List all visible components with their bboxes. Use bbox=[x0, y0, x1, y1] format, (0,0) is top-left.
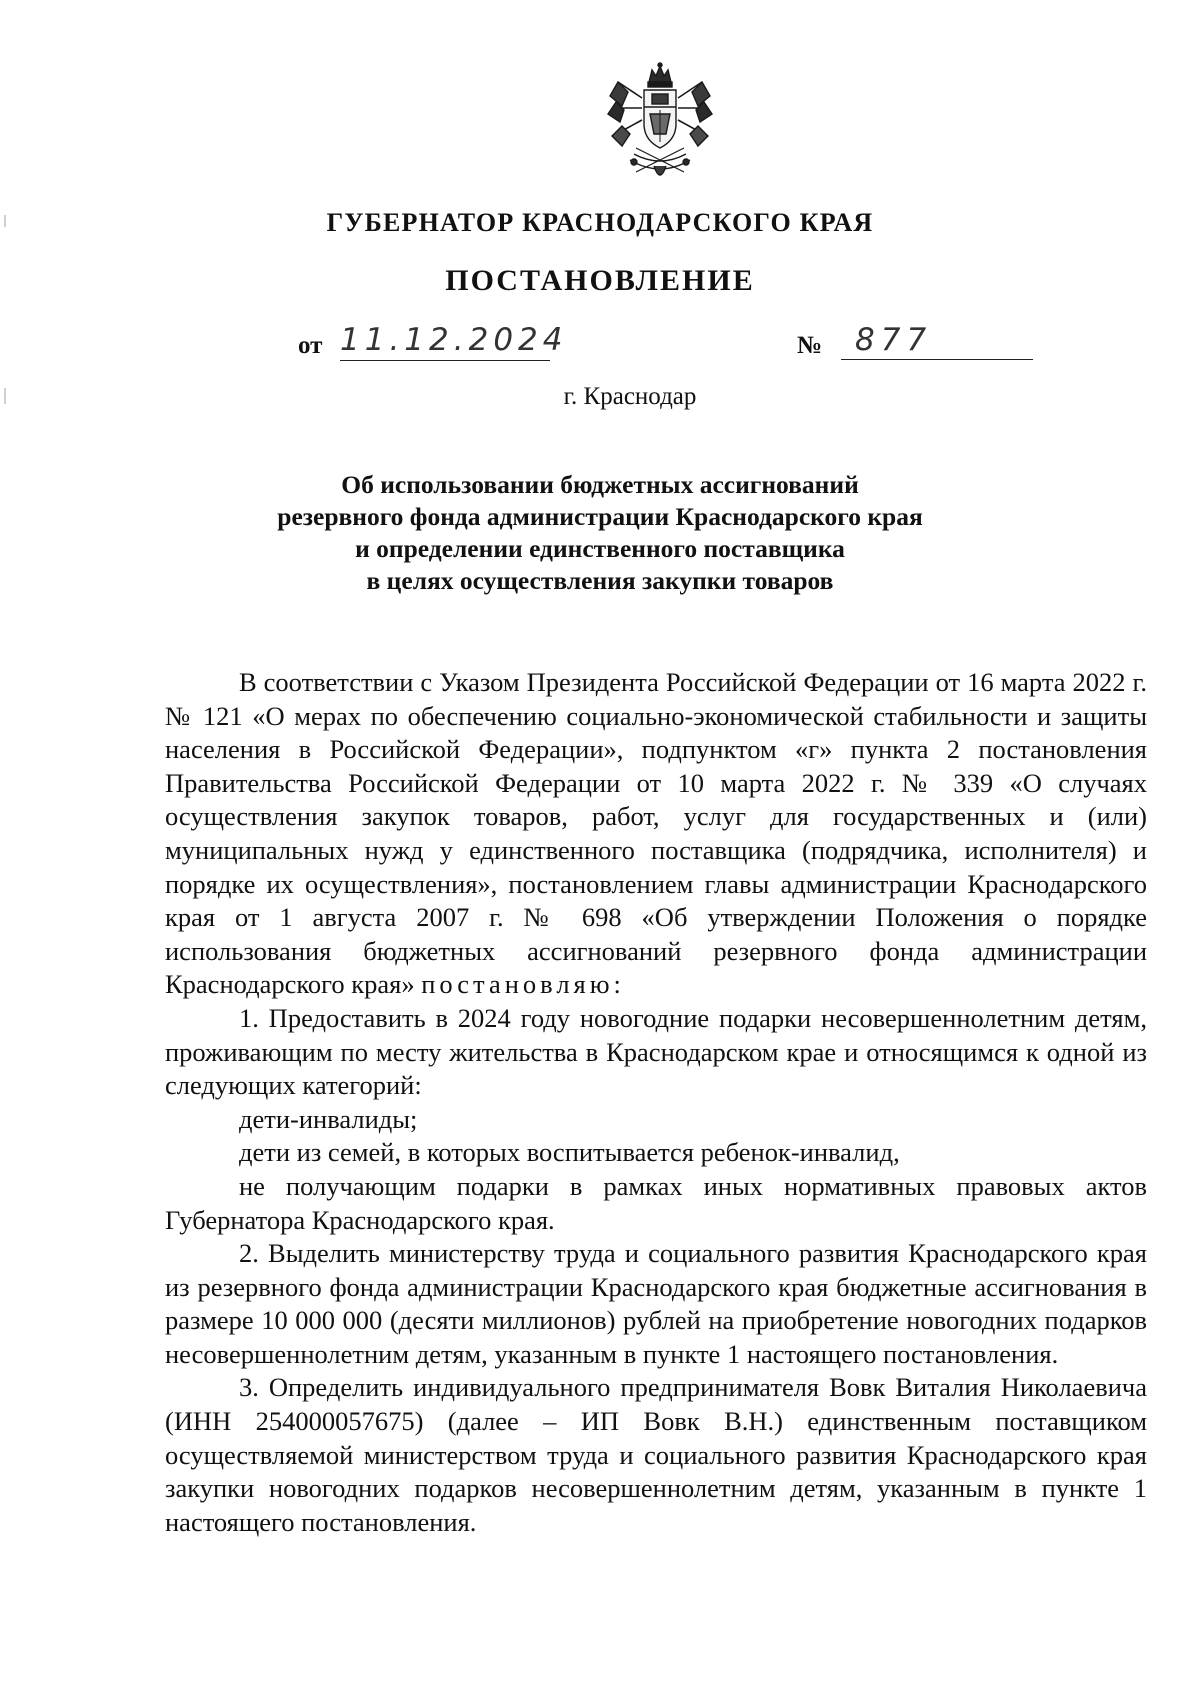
handwritten-number: 877 bbox=[841, 322, 1033, 360]
title-line: Об использовании бюджетных ассигнований bbox=[341, 470, 859, 499]
item-2-paragraph: 2. Выделить министерству труда и социального развития Краснодарского края из резервного фонда администрации Краснодарского края бюджетные ассигнования в размере 10 000 000 (десяти миллионов) рублей на приобретение новогодних подарков несовершеннолетним детям, указанным в пункте 1 настоящего постановления. bbox=[165, 1238, 1147, 1369]
item-1-tail: не получающим подарки в рамках иных нормативных правовых актов Губернатора Краснодарского края. bbox=[165, 1170, 1147, 1235]
coat-of-arms-emblem bbox=[604, 62, 716, 188]
date-prefix: от bbox=[298, 332, 323, 359]
item-1-paragraph: 1. Предоставить в 2024 году новогодние подарки несовершеннолетним детям, проживающим по месту жительства в Краснодарском крае и относящимся к одной из следующих категорий: bbox=[165, 1002, 1147, 1101]
number-field bbox=[797, 322, 1037, 360]
document-type: ПОСТАНОВЛЕНИЕ bbox=[445, 264, 755, 297]
item-1-category-2: дети из семей, в которых воспитывается ребенок-инвалид, bbox=[239, 1137, 900, 1168]
item-3-paragraph: 3. Определить индивидуального предпринимателя Вовк Виталия Николаевича (ИНН 254000057675) (далее – ИП Вовк В.Н.) единственным поставщиком осуществляемой министерством труда и социального развития Краснодарского края закупки новогодних подарков несовершеннолетним детям, указанным в пункте 1 настоящего постановления. bbox=[165, 1372, 1147, 1537]
number-prefix: № bbox=[797, 332, 823, 359]
date-field bbox=[298, 322, 568, 360]
city-line: г. Краснодар bbox=[563, 383, 697, 410]
preamble-text: В соответствии с Указом Президента Российской Федерации от 16 марта 2022 г. № 121 «О мерах по обеспечению социально-экономической стабильности и защиты населения в Российской Федерации», подпунктом «г» пункта 2 постановления Правительства Российской Федерации от 10 марта 2022 г. № 339 «О случаях осуществления закупок товаров, работ, услуг для государственных и (или) муниципальных нужд у единственного поставщика (подрядчика, исполнителя) и порядке их осуществления», постановлением главы администрации Краснодарского края от 1 августа 2007 г. № 698 «Об утверждении Положения о порядке использования бюджетных ассигнований резервного фонда администрации Краснодарского края» bbox=[165, 667, 1147, 1000]
title-line: и определении единственного поставщика bbox=[355, 534, 845, 563]
preamble-paragraph bbox=[165, 666, 1147, 1002]
issuing-authority: ГУБЕРНАТОР КРАСНОДАРСКОГО КРАЯ bbox=[326, 208, 874, 237]
title-line: резервного фонда администрации Краснодарского края bbox=[277, 502, 923, 531]
resolution-keyword: постановляю: bbox=[421, 969, 625, 1000]
document-body bbox=[165, 666, 1147, 1539]
document-title bbox=[160, 469, 1040, 597]
title-line: в целях осуществления закупки товаров bbox=[366, 566, 834, 595]
item-1-category-1: дети-инвалиды; bbox=[239, 1103, 418, 1134]
handwritten-date: 11.12.2024 bbox=[340, 322, 550, 361]
